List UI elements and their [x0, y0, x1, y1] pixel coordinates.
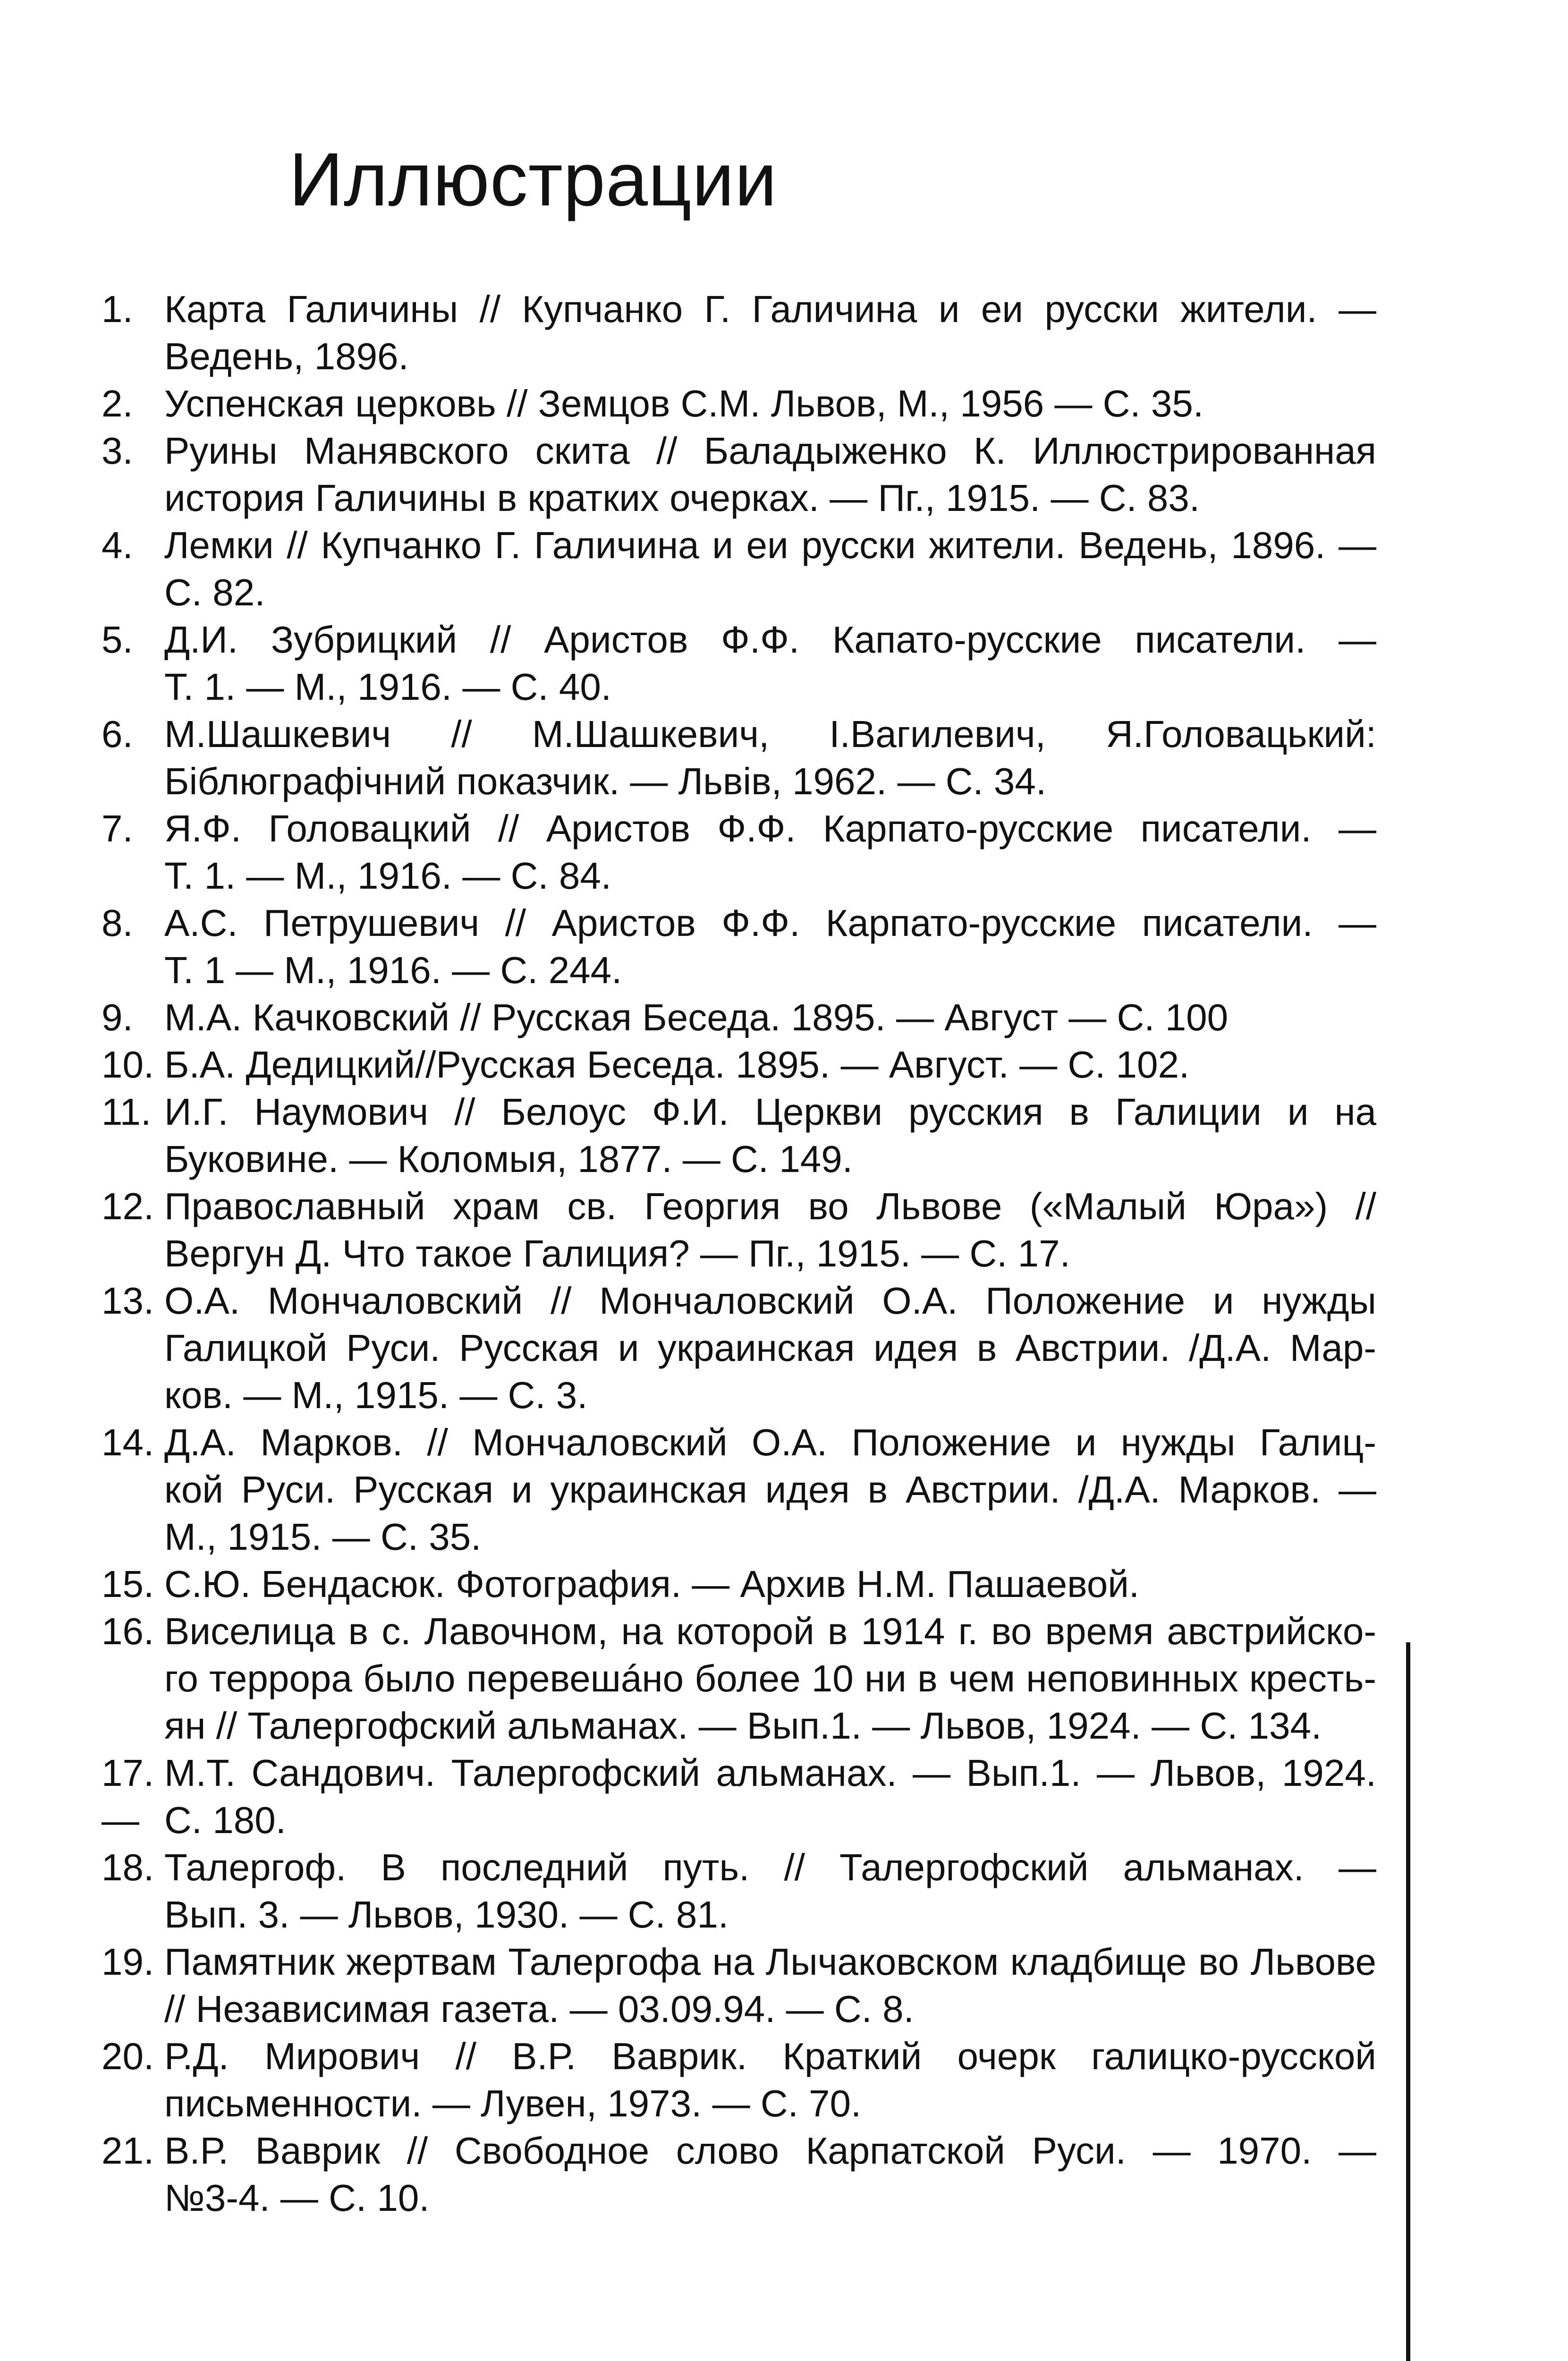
- entry-first-line: [102, 1277, 1376, 1325]
- entry-text: М.Т. Сандович. Талергофский альманах. — Вып.1. — Львов, 1924. —: [102, 1752, 1376, 1841]
- entry-continuation-line: ян // Талергофский альманах. — Вып.1. — Львов, 1924. — С. 134.: [164, 1705, 1322, 1747]
- entry-number: 15.: [102, 1563, 154, 1605]
- entry-first-line: [102, 1844, 1376, 1891]
- entry-first-line: [102, 711, 1376, 758]
- list-item: [102, 1750, 1376, 1844]
- entry-first-line: [102, 2127, 1376, 2174]
- entry-first-line: [102, 2033, 1376, 2080]
- entry-first-line: [102, 1419, 1376, 1466]
- entry-text: Д.А. Марков. // Мончаловский О.А. Положение и нужды Галиц-: [164, 1421, 1376, 1463]
- entry-text: Р.Д. Мирович // В.Р. Ваврик. Краткий очерк галицко-русской: [164, 2035, 1376, 2077]
- entry-number: 1.: [102, 288, 133, 330]
- entry-number: 14.: [102, 1421, 154, 1463]
- entry-text: Виселица в с. Лавочном, на которой в 1914 г. во время австрийско-: [164, 1610, 1376, 1652]
- list-item: [102, 1608, 1376, 1750]
- entry-text: М.А. Качковский // Русская Беседа. 1895. — Август — С. 100: [164, 996, 1229, 1038]
- entry-continuation-line: №3-4. — С. 10.: [164, 2177, 430, 2219]
- list-item: [102, 805, 1376, 900]
- entry-number: 18.: [102, 1846, 154, 1888]
- entry-first-line: [102, 1041, 1376, 1088]
- list-item: [102, 2033, 1376, 2127]
- entry-first-line: [102, 994, 1376, 1041]
- entry-continuation-line: Т. 1 — М., 1916. — С. 244.: [164, 949, 622, 991]
- entry-first-line: [102, 616, 1376, 663]
- entry-number: 3.: [102, 430, 133, 472]
- entry-first-line: [102, 805, 1376, 852]
- entry-continuation-line: // Независимая газета. — 03.09.94. — С. 8.: [164, 1988, 914, 2030]
- entry-number: 5.: [102, 619, 133, 661]
- entry-continuation-line: ков. — М., 1915. — С. 3.: [164, 1374, 588, 1416]
- entry-continuation-line: М., 1915. — С. 35.: [164, 1516, 482, 1558]
- illustrations-list: [102, 286, 1376, 2222]
- entry-first-line: [102, 1608, 1376, 1655]
- entry-first-line: [102, 1183, 1376, 1230]
- entry-first-line: [102, 1088, 1376, 1136]
- list-item: [102, 2127, 1376, 2222]
- entry-number: 19.: [102, 1941, 154, 1983]
- entry-text: Православный храм св. Георгия во Львове («Малый Юра») //: [164, 1185, 1376, 1227]
- entry-continuation-line: С. 82.: [164, 571, 265, 613]
- entry-text: И.Г. Наумович // Белоус Ф.И. Церкви русския в Галиции и на: [164, 1091, 1376, 1133]
- list-item: [102, 1419, 1376, 1561]
- entry-continuation-line: история Галичины в кратких очерках. — Пг., 1915. — С. 83.: [164, 477, 1200, 519]
- entry-continuation-line: Вып. 3. — Львов, 1930. — С. 81.: [164, 1894, 729, 1936]
- entry-first-line: [102, 522, 1376, 569]
- entry-number: 16.: [102, 1610, 154, 1652]
- entry-text: Д.И. Зубрицкий // Аристов Ф.Ф. Капато-русские писатели. —: [164, 619, 1376, 661]
- entry-number: 21.: [102, 2130, 154, 2172]
- list-item: [102, 427, 1376, 522]
- entry-text: Памятник жертвам Талергофа на Лычаковском кладбище во Львове: [164, 1941, 1376, 1983]
- entry-number: 7.: [102, 807, 133, 849]
- entry-number: 4.: [102, 524, 133, 566]
- list-item: [102, 522, 1376, 616]
- entry-number: 6.: [102, 713, 133, 755]
- entry-continuation-line: кой Руси. Русская и украинская идея в Австрии. /Д.А. Марков. —: [164, 1469, 1376, 1511]
- entry-first-line: [102, 380, 1376, 427]
- list-item: [102, 286, 1376, 380]
- entry-continuation-line: Буковине. — Коломыя, 1877. — С. 149.: [164, 1138, 853, 1180]
- entry-text: О.А. Мончаловский // Мончаловский О.А. Положение и нужды: [164, 1280, 1376, 1322]
- page-title: Иллюстрации: [289, 137, 778, 221]
- entry-first-line: [102, 427, 1376, 475]
- entry-text: А.С. Петрушевич // Аристов Ф.Ф. Карпато-русские писатели. —: [164, 902, 1376, 944]
- entry-text: Б.А. Дедицкий//Русская Беседа. 1895. — Август. — С. 102.: [164, 1044, 1190, 1086]
- entry-first-line: [102, 900, 1376, 947]
- entry-continuation-line: Ведень, 1896.: [164, 335, 409, 377]
- entry-continuation-line: Т. 1. — М., 1916. — С. 40.: [164, 666, 612, 708]
- entry-continuation-line: го террора было перевешáно более 10 ни в чем неповинных кресть-: [164, 1657, 1376, 1699]
- list-item: [102, 1088, 1376, 1183]
- entry-number: 9.: [102, 996, 133, 1038]
- entry-text: М.Шашкевич // М.Шашкевич, І.Вагилевич, Я.Головацький:: [164, 713, 1376, 755]
- list-item: [102, 1938, 1376, 2033]
- entry-text: Я.Ф. Головацкий // Аристов Ф.Ф. Карпато-русские писатели. —: [164, 807, 1376, 849]
- list-item: [102, 1844, 1376, 1938]
- list-item: [102, 711, 1376, 805]
- entry-number: 2.: [102, 382, 133, 425]
- entry-continuation-line: Галицкой Руси. Русская и украинская идея в Австрии. /Д.А. Мар-: [164, 1327, 1376, 1369]
- entry-text: В.Р. Ваврик // Свободное слово Карпатской Руси. — 1970. —: [164, 2130, 1376, 2172]
- entry-first-line: [102, 1938, 1376, 1986]
- list-item: [102, 1041, 1376, 1088]
- entry-text: Лемки // Купчанко Г. Галичина и еи русски жители. Ведень, 1896. —: [164, 524, 1376, 566]
- entry-number: 12.: [102, 1185, 154, 1227]
- entry-continuation-line: С. 180.: [164, 1799, 286, 1841]
- entry-continuation-line: Бiблюграфiчний показчик. — Львiв, 1962. — С. 34.: [164, 760, 1047, 802]
- entry-text: Руины Манявского скита // Баладыженко К. Иллюстрированная: [164, 430, 1376, 472]
- entry-number: 13.: [102, 1280, 154, 1322]
- list-item: [102, 1277, 1376, 1419]
- entry-first-line: [102, 1561, 1376, 1608]
- margin-rule: [1406, 1642, 1410, 2361]
- list-item: [102, 380, 1376, 427]
- list-item: [102, 900, 1376, 994]
- entry-number: 11.: [102, 1091, 152, 1133]
- list-item: [102, 994, 1376, 1041]
- list-item: [102, 616, 1376, 711]
- entry-continuation-line: Вергун Д. Что такое Галиция? — Пг., 1915. — С. 17.: [164, 1232, 1070, 1274]
- entry-text: С.Ю. Бендасюк. Фотография. — Архив Н.М. Пашаевой.: [164, 1563, 1140, 1605]
- list-item: [102, 1561, 1376, 1608]
- entry-number: 10.: [102, 1044, 154, 1086]
- entry-continuation-line: Т. 1. — М., 1916. — С. 84.: [164, 855, 612, 897]
- entry-number: 20.: [102, 2035, 154, 2077]
- entry-text: Талергоф. В последний путь. // Талергофский альманах. —: [164, 1846, 1376, 1888]
- entry-text: Успенская церковь // Земцов С.М. Львов, М., 1956 — С. 35.: [164, 382, 1204, 425]
- entry-number: 8.: [102, 902, 133, 944]
- entry-text: Карта Галичины // Купчанко Г. Галичина и еи русски жители. —: [164, 288, 1376, 330]
- entry-number: 17.: [102, 1752, 154, 1794]
- list-item: [102, 1183, 1376, 1277]
- entry-continuation-line: письменности. — Лувен, 1973. — С. 70.: [164, 2082, 862, 2124]
- entry-first-line: [102, 286, 1376, 333]
